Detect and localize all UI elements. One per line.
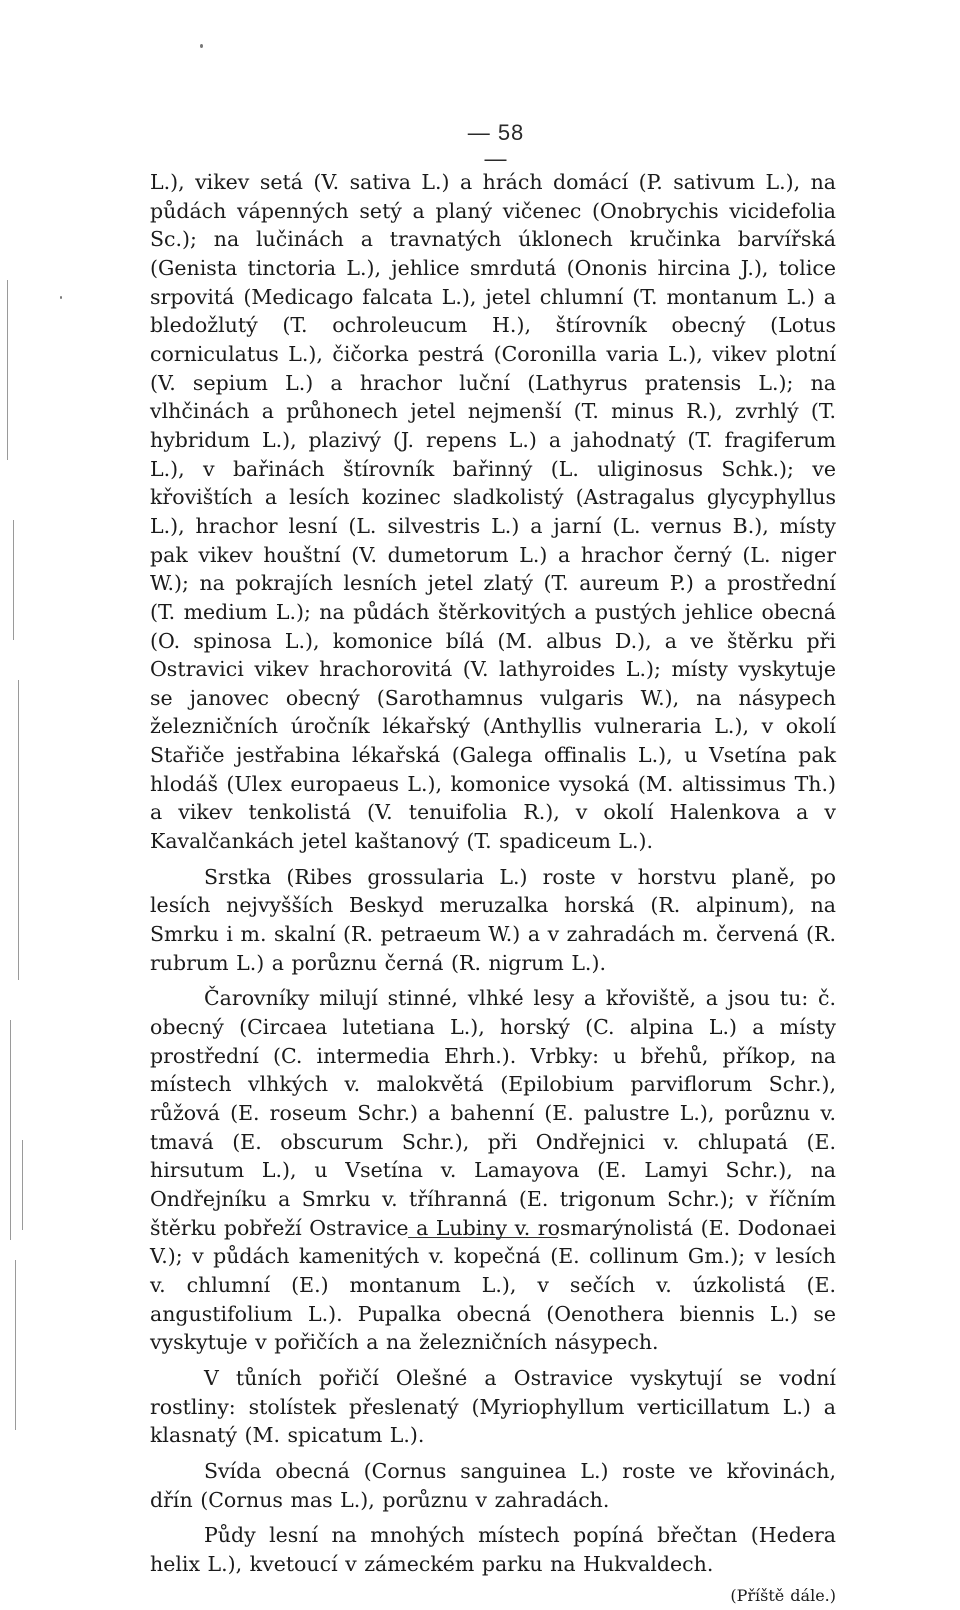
continued-note: (Příště dále.)	[676, 1582, 836, 1610]
paragraph-hedera	[150, 1521, 836, 1578]
paragraph-gap	[150, 1450, 836, 1457]
paragraph-hedera-text: Půdy lesní na mnohých místech popíná břečtan (Hedera helix L.), kvetoucí v zámeckém parku na Hukvaldech.	[150, 1523, 836, 1576]
paragraph-gap	[150, 1514, 836, 1521]
paragraph-gap	[150, 856, 836, 863]
paragraph-gap	[150, 1357, 836, 1364]
binding-edge-shadow	[4, 260, 34, 1440]
paragraph-gap	[150, 977, 836, 984]
paragraph-ribes: Srstka (Ribes grossularia L.) roste v horstvu planě, po lesích nejvyšších Beskyd meruzalka horská (R. alpinum), na Smrku i m. skalní (R. petraeum W.) a v zahradách m. červená (R. rubrum L.) a porůznu černá (R. nigrum L.).	[150, 863, 836, 978]
section-end-rule	[408, 1237, 558, 1238]
paragraph-cornus: Svída obecná (Cornus sanguinea L.) roste ve křovinách, dřín (Cornus mas L.), porůznu v zahradách.	[150, 1457, 836, 1514]
paragraph-myriophyllum: V tůních pořičí Olešné a Ostravice vyskytují se vodní rostliny: stolístek přeslenatý (Myriophyllum verticillatum L.) a klasnatý (M. spicatum L.).	[150, 1364, 836, 1450]
body-text	[150, 168, 836, 1610]
paragraph-circaea-epilobium: Čarovníky milují stinné, vlhké lesy a křoviště, a jsou tu: č. obecný (Circaea lutetiana L.), horský (C. alpina L.) a místy prostřední (C. intermedia Ehrh.). Vrbky: u břehů, příkop, na místech vlhkých v. malokvětá (Epilobium parviflorum Schr.), růžová (E. roseum Schr.) a bahenní (E. palustre L.), porůznu v. tmavá (E. obscurum Schr.), při Ondřejnici v. chlupatá (E. hirsutum L.), u Vsetína v. Lamayova (E. Lamyi Schr.), na Ondřejníku a Smrku v. tříhranná (E. trigonum Schr.); v říčním štěrku pobřeží Ostravice a Lubiny v. rosmarýnolistá (E. Dodonaei V.); v půdách kamenitých v. kopečná (E. collinum Gm.); v lesích v. chlumní (E.) montanum L.), v sečích v. úzkolistá (E. angustifolium L.). Pupalka obecná (Oenothera biennis L.) se vyskytuje v pořičích a na železničních násypech.	[150, 984, 836, 1357]
scan-speck	[60, 296, 62, 299]
page-number: — 58 —	[456, 120, 536, 172]
scan-speck	[200, 44, 203, 48]
paragraph-legumes: L.), vikev setá (V. sativa L.) a hrách domácí (P. sativum L.), na půdách vápenných setý a planý vičenec (Onobrychis vicidefolia Sc.); na lučinách a travnatých úklonech kručinka barvířská (Genista tinctoria L.), jehlice smrdutá (Ononis hircina J.), tolice srpovitá (Medicago falcata L.), jetel chlumní (T. montanum L.) a bledožlutý (T. ochroleucum H.), štírovník obecný (Lotus corniculatus L.), čičorka pestrá (Coronilla varia L.), vikev plotní (V. sepium L.) a hrachor luční (Lathyrus pratensis L.); na vlhčinách a průhonech jetel nejmenší (T. minus R.), zvrhlý (T. hybridum L.), plazivý (J. repens L.) a jahodnatý (T. fragiferum L.), v bařinách štírovník bařinný (L. uliginosus Schk.); ve křovištích a lesích kozinec sladkolistý (Astragalus glycyphyllus L.), hrachor lesní (L. silvestris L.) a jarní (L. vernus B.), místy pak vikev houštní (V. dumetorum L.) a hrachor černý (L. niger W.); na pokrajích lesních jetel zlatý (T. aureum P.) a prostřední (T. medium L.); na půdách štěrkovitých a pustých jehlice obecná (O. spinosa L.), komonice bílá (M. albus D.), a ve štěrku při Ostravici vikev hrachorovitá (V. lathyroides L.); místy vyskytuje se janovec obecný (Sarothamnus vulgaris W.), na násypech železničních úročník lékařský (Anthyllis vulneraria L.), v okolí Stařiče jestřabina lékařská (Galega offinalis L.), u Vsetína pak hlodáš (Ulex europaeus L.), komonice vysoká (M. altissimus Th.) a vikev tenkolistá (V. tenuifolia R.), v okolí Halenkova a v Kavalčankách jetel kaštanový (T. spadiceum L.).	[150, 168, 836, 856]
